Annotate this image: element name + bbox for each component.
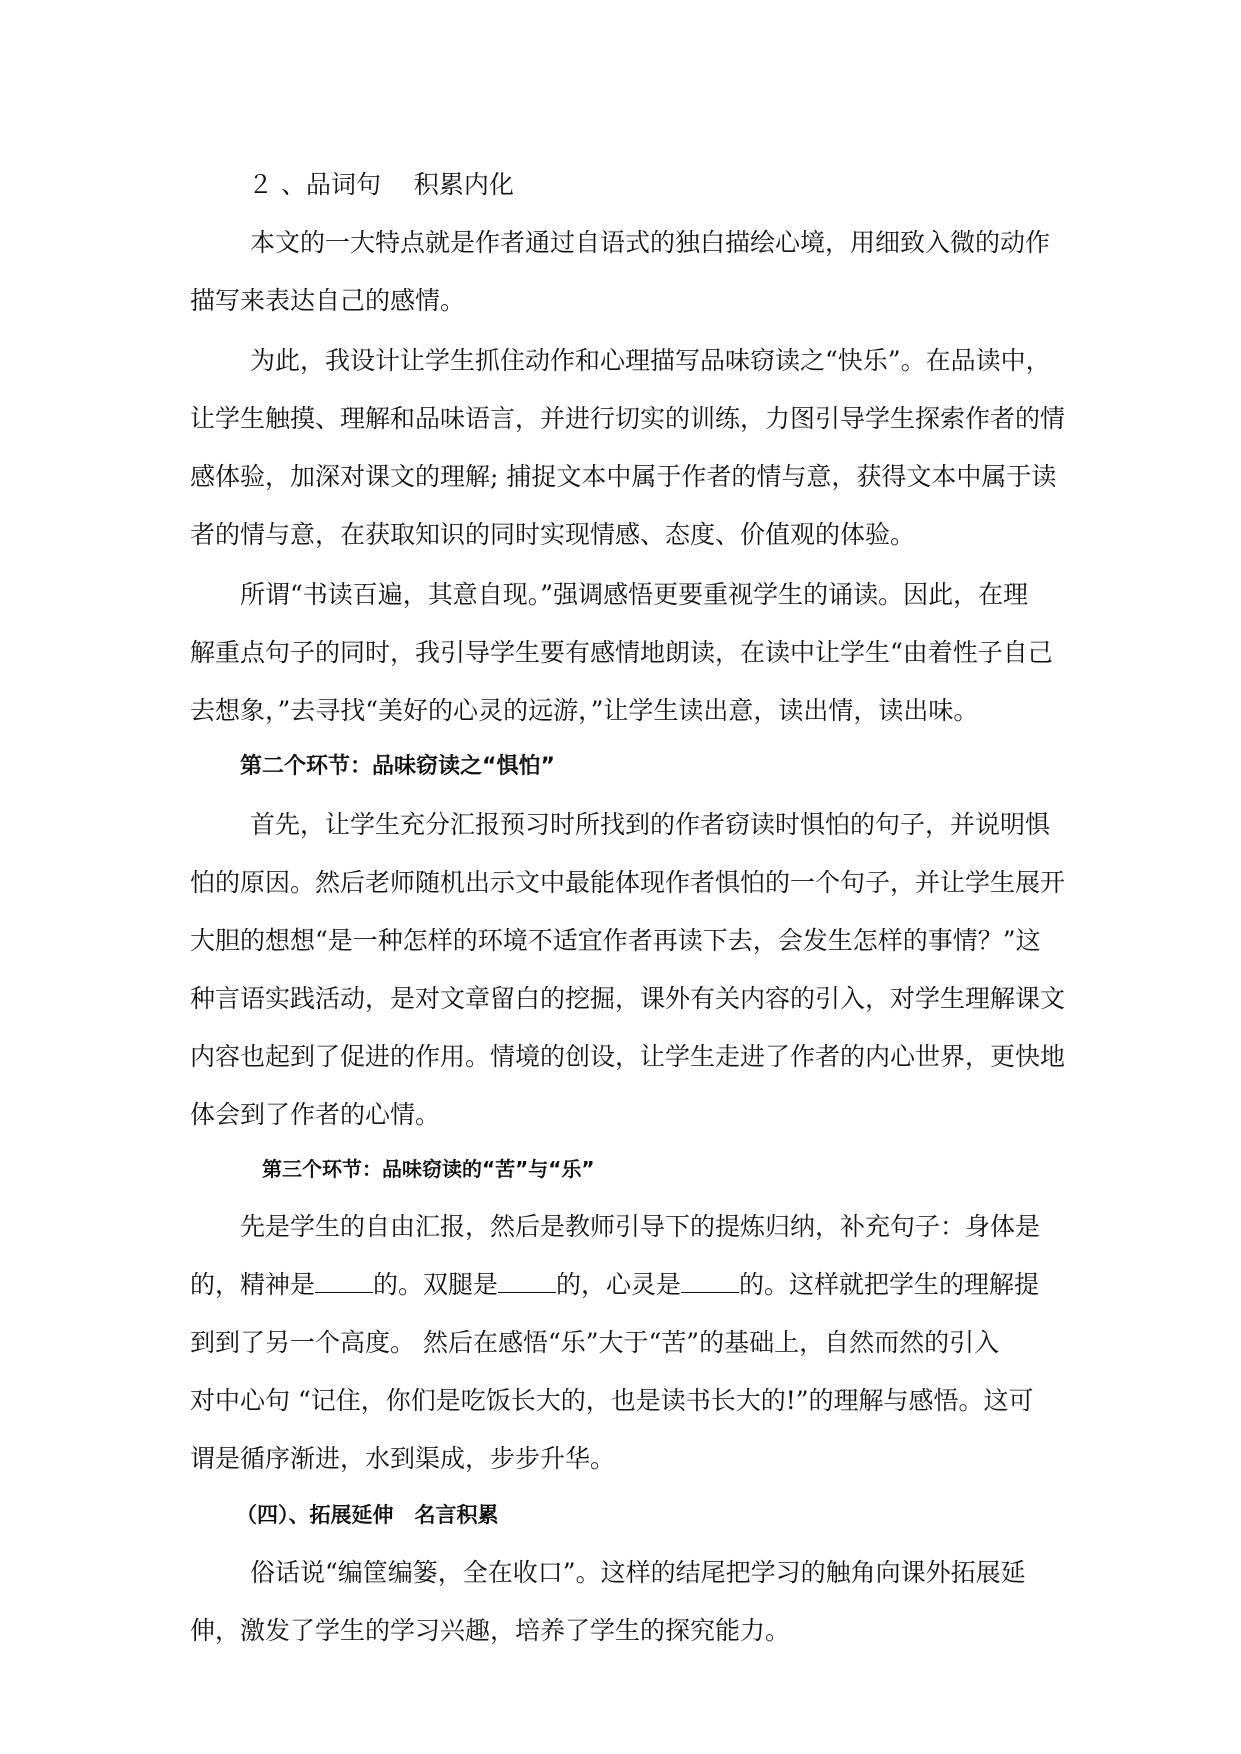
paragraph-line: 先是学生的自由汇报，然后是教师引导下的提炼归纳，补充句子：身体是 xyxy=(240,1212,1041,1241)
fill-blank xyxy=(315,1270,373,1293)
paragraph-line: 去想象，”去寻找“美好的心灵的远游，”让学生读出意，读出情，读出味。 xyxy=(190,696,979,725)
paragraph-line: 让学生触摸、理解和品味语言，并进行切实的训练，力图引导学生探索作者的情 xyxy=(190,404,1066,433)
paragraph-line: 为此，我设计让学生抓住动作和心理描写品味窃读之“快乐”。在品读中， xyxy=(250,346,1051,375)
fill-blank xyxy=(681,1270,739,1293)
paragraph-line: 首先，让学生充分汇报预习时所找到的作者窃读时惧怕的句子，并说明惧 xyxy=(250,810,1051,839)
step-heading: 第二个环节：品味窃读之“惧怕” xyxy=(240,754,555,779)
paragraph-line: 俗话说“编筐编篓，全在收口”。这样的结尾把学习的触角向课外拓展延 xyxy=(250,1558,1026,1587)
paragraph-line: 内容也起到了促进的作用。情境的创设，让学生走进了作者的内心世界，更快地 xyxy=(190,1042,1066,1071)
paragraph-line: 谓是循序渐进，水到渠成，步步升华。 xyxy=(190,1444,616,1473)
paragraph-line: 到到了另一个高度。 然后在感悟“乐”大于“苦”的基础上，自然而然的引入 xyxy=(190,1328,1000,1357)
paragraph-line: 怕的原因。然后老师随机出示文中最能体现作者惧怕的一个句子，并让学生展开 xyxy=(190,868,1066,897)
paragraph-line: 感体验，加深对课文的理解; 捕捉文本中属于作者的情与意，获得文本中属于读 xyxy=(190,462,1057,491)
section-heading: （四）、拓展延伸 名言积累 xyxy=(236,1503,499,1527)
text-fragment: 的。这样就把学生的理解提 xyxy=(739,1270,1040,1299)
paragraph-line: 体会到了作者的心情。 xyxy=(190,1100,441,1129)
paragraph-line: 解重点句子的同时，我引导学生要有感情地朗读，在读中让学生“由着性子自己 xyxy=(190,638,1053,667)
paragraph-line: 对中心句 “记住，你们是吃饭长大的，也是读书长大的!”的理解与感悟。这可 xyxy=(190,1386,1034,1415)
text-fragment: 的，心灵是 xyxy=(556,1270,682,1299)
paragraph-line: 描写来表达自己的感情。 xyxy=(190,286,466,315)
text-fragment: 的，精神是 xyxy=(190,1270,316,1299)
fill-blank xyxy=(498,1270,556,1293)
fill-in-line xyxy=(190,1270,1039,1300)
paragraph-line: 大胆的想想“是一种怎样的环境不适宜作者再读下去，会发生怎样的事情？”这 xyxy=(190,926,1041,955)
text-fragment: 的。双腿是 xyxy=(373,1270,499,1299)
paragraph-line: 种言语实践活动，是对文章留白的挖掘，课外有关内容的引入，对学生理解课文 xyxy=(190,984,1066,1013)
paragraph-line: 伸，激发了学生的学习兴趣，培养了学生的探究能力。 xyxy=(190,1616,791,1645)
section-heading: ２ 、品词句 积累内化 xyxy=(248,170,514,199)
paragraph-line: 本文的一大特点就是作者通过自语式的独白描绘心境，用细致入微的动作 xyxy=(250,228,1051,257)
step-heading: 第三个环节：品味窃读的“苦”与“乐” xyxy=(262,1157,595,1181)
paragraph-line: 所谓“书读百遍，其意自现。”强调感悟更要重视学生的诵读。因此，在理 xyxy=(240,580,1029,609)
paragraph-line: 者的情与意，在获取知识的同时实现情感、态度、价值观的体验。 xyxy=(190,520,916,549)
